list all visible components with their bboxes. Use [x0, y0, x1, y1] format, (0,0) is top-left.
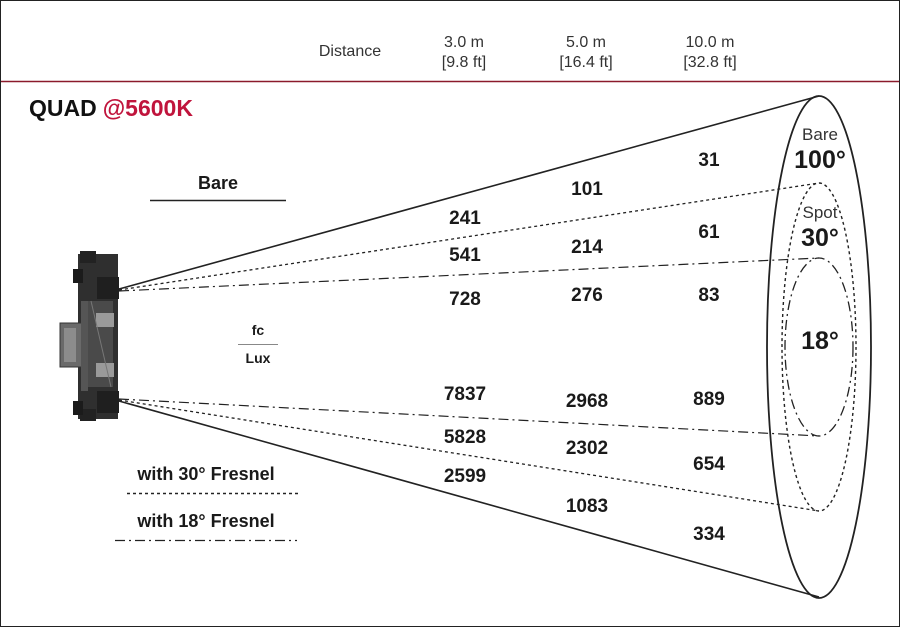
lux-bare-10m: 334 — [693, 524, 725, 545]
product-title — [29, 95, 193, 121]
legend-fresnel30-label: with 30° Fresnel — [137, 464, 275, 484]
narrow-beam-angle: 18° — [801, 327, 839, 355]
color-temperature: @5600K — [102, 95, 193, 121]
distance-3m-metric: 3.0 m — [443, 34, 485, 51]
distance-3m-imperial: [9.8 ft] — [441, 54, 487, 71]
legend-fresnel18-label: with 18° Fresnel — [137, 511, 275, 531]
lux-fresnel18-10m: 889 — [693, 389, 725, 410]
lux-bare-5m: 1083 — [565, 496, 609, 517]
lux-fresnel18-5m: 2968 — [565, 391, 609, 412]
fc-fresnel30-3m: 541 — [449, 245, 481, 266]
bare-mode-label: Bare — [802, 125, 838, 144]
lux-fresnel18-3m: 7837 — [443, 384, 487, 405]
fc-fresnel18-10m: 83 — [698, 285, 720, 306]
bare-beam-angle: 100° — [794, 146, 846, 174]
lux-bare-3m: 2599 — [443, 466, 487, 487]
fc-fresnel30-10m: 61 — [698, 222, 720, 243]
distance-10m-imperial: [32.8 ft] — [683, 54, 737, 71]
fc-fresnel18-3m: 728 — [449, 289, 481, 310]
unit-fc-label: fc — [251, 322, 265, 338]
beam-diagram-canvas — [1, 1, 900, 627]
fc-bare-5m: 101 — [571, 179, 603, 200]
product-name: QUAD — [29, 95, 97, 121]
fc-bare-10m: 31 — [698, 150, 720, 171]
fc-fresnel18-5m: 276 — [571, 285, 603, 306]
fc-bare-3m: 241 — [449, 208, 481, 229]
spot-beam-angle: 30° — [801, 224, 839, 252]
legend-bare-label: Bare — [197, 173, 239, 193]
unit-lux-label: Lux — [245, 350, 271, 366]
distance-5m-metric: 5.0 m — [565, 34, 607, 51]
distance-label: Distance — [318, 43, 382, 60]
lux-fresnel30-5m: 2302 — [565, 438, 609, 459]
distance-5m-imperial: [16.4 ft] — [559, 54, 613, 71]
lux-fresnel30-10m: 654 — [693, 454, 725, 475]
lux-fresnel30-3m: 5828 — [443, 427, 487, 448]
distance-10m-metric: 10.0 m — [685, 34, 735, 51]
fc-fresnel30-5m: 214 — [571, 237, 603, 258]
light-fixture-icon — [60, 251, 119, 421]
spot-mode-label: Spot — [802, 203, 838, 222]
